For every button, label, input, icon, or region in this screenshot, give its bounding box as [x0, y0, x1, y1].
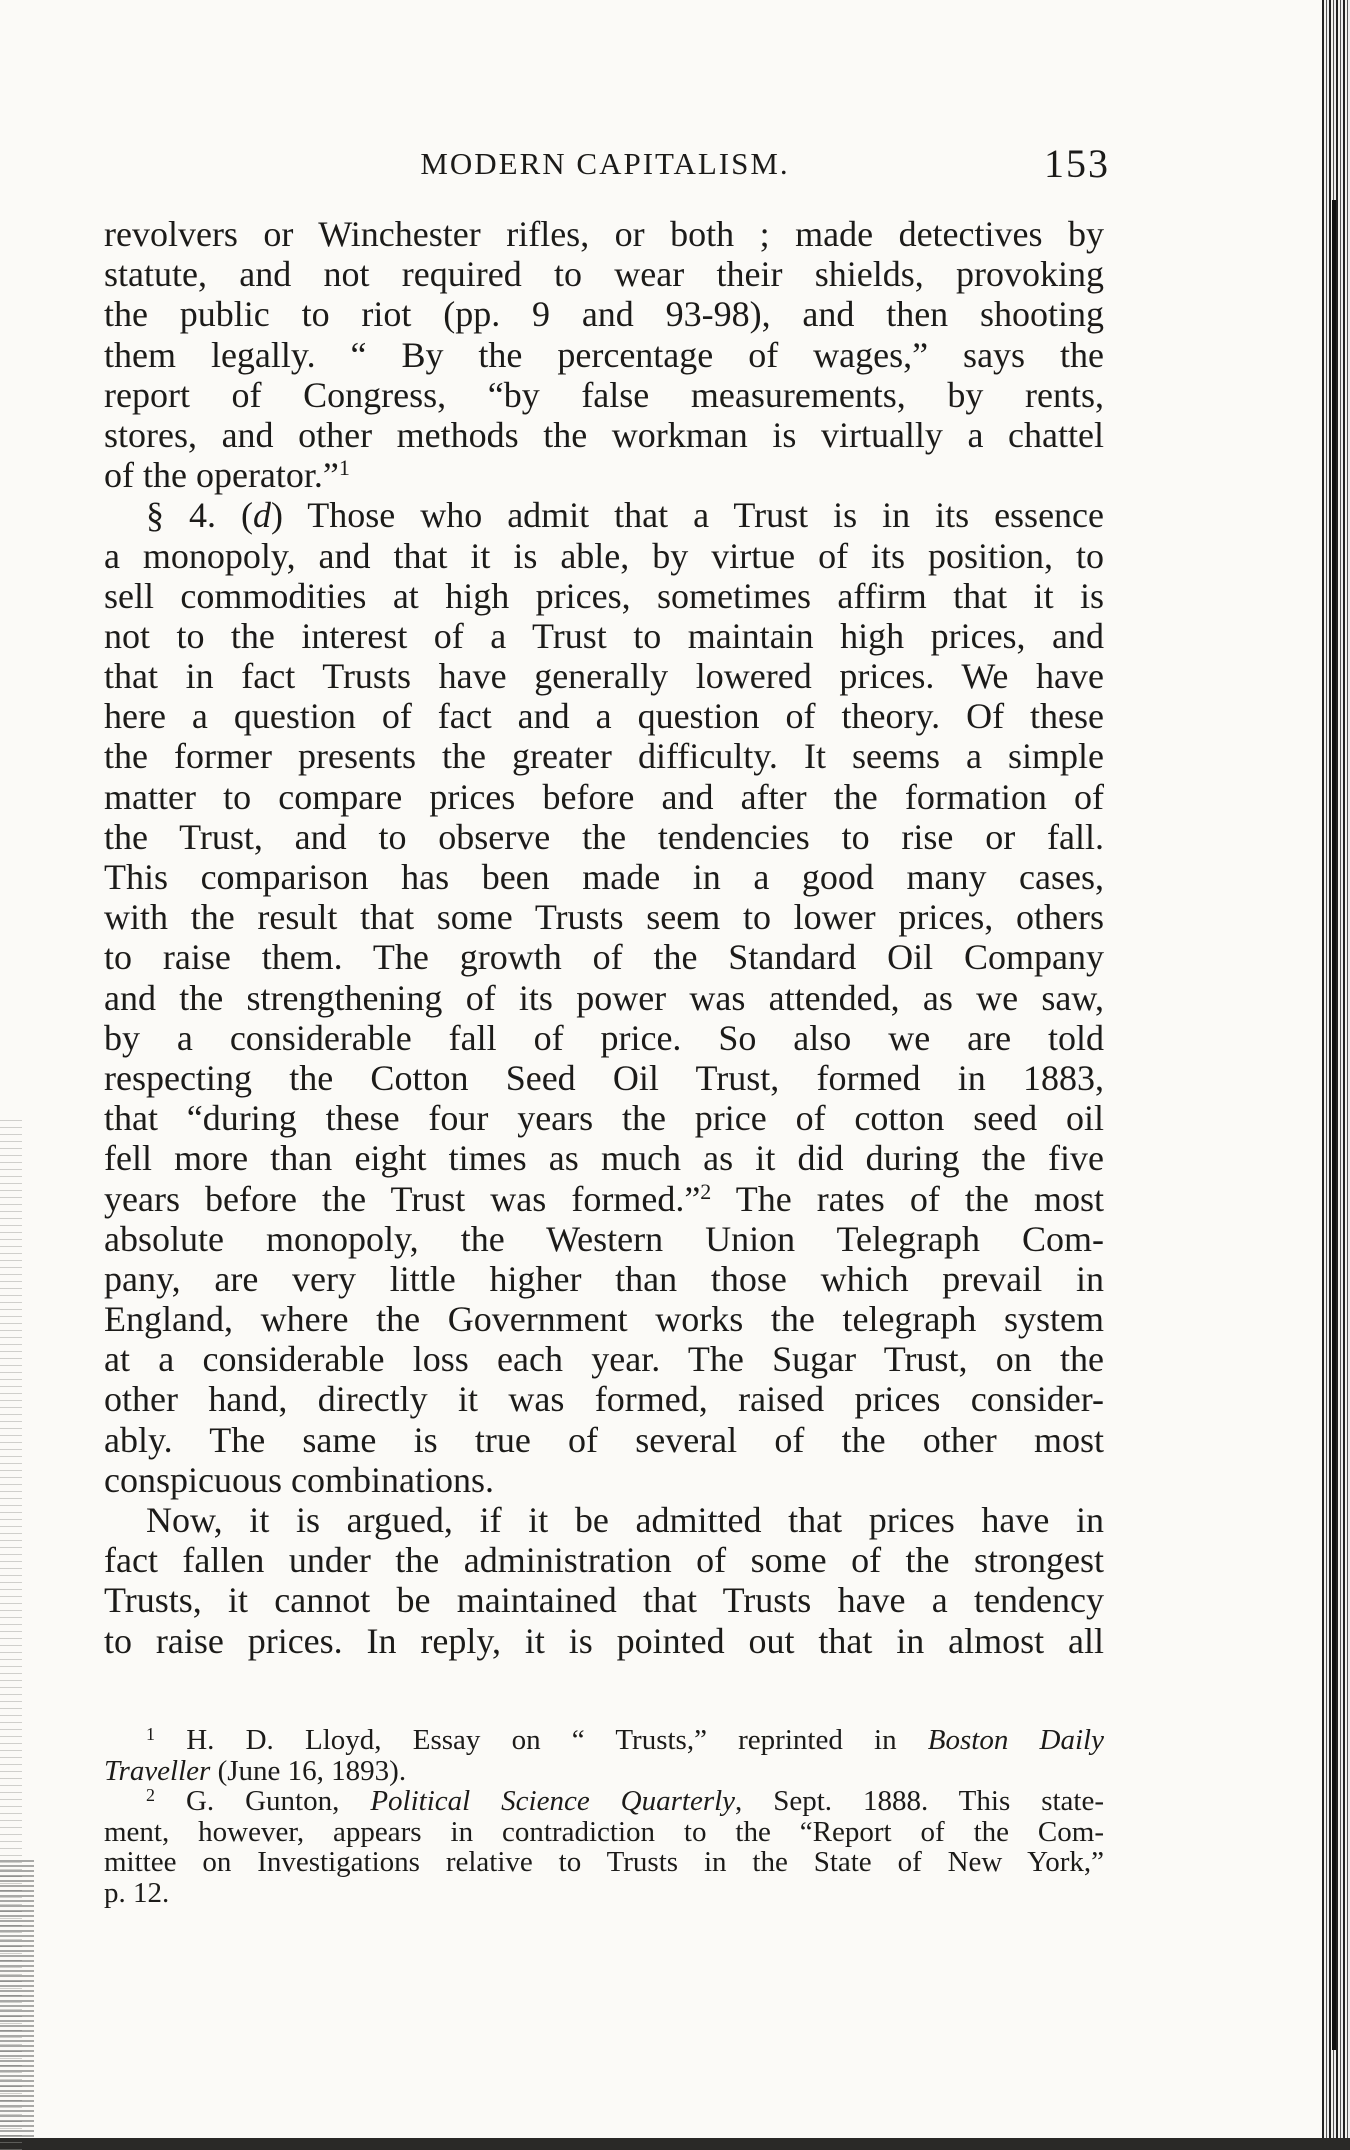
footnote-2-cont: mittee on Investigations relative to Trusts in the State of New York,”: [104, 1846, 1104, 1878]
text-line: pany, are very little higher than those which prevail in: [104, 1258, 1104, 1299]
text-line: [104, 455, 1104, 495]
footnote-title: Traveller: [104, 1754, 211, 1787]
paper-speckle-dark: [0, 1860, 34, 2140]
footnote-ref-2[interactable]: 2: [700, 1178, 712, 1204]
text-line: the former presents the greater difficulty. It seems a simple: [104, 736, 1104, 777]
footnote-text: G. Gunton,: [155, 1785, 371, 1817]
line-text: years before the Trust was formed.”: [104, 1178, 701, 1219]
text-line: conspicuous combinations.: [104, 1459, 494, 1500]
footnote-mark-2: 2: [146, 1785, 155, 1805]
text-line: fact fallen under the administration of some of the strongest: [104, 1540, 1104, 1581]
footnote-1: [104, 1725, 1104, 1756]
text-line: stores, and other methods the workman is virtually a chattel: [104, 414, 1104, 455]
footnote-2-cont: p. 12.: [104, 1876, 170, 1909]
body-text: [104, 214, 1104, 1661]
text-line: that “during these four years the price of cotton seed oil: [104, 1098, 1104, 1139]
text-line: fell more than eight times as much as it did during the five: [104, 1138, 1104, 1179]
footnote-title: Political Science Quarterly: [370, 1785, 736, 1817]
text-line: at a considerable loss each year. The Sugar Trust, on the: [104, 1339, 1104, 1380]
text-line: that in fact Trusts have generally lowered prices. We have: [104, 656, 1104, 697]
text-line: by a considerable fall of price. So also we are told: [104, 1017, 1104, 1058]
text-line: ably. The same is true of several of the other most: [104, 1419, 1104, 1460]
text-line: statute, and not required to wear their shields, provoking: [104, 254, 1104, 295]
section-heading-line: [104, 495, 1104, 535]
page-number: 153: [1044, 141, 1110, 186]
text-line: revolvers or Winchester rifles, or both ; made detectives by: [104, 214, 1104, 254]
binding-edge: [1322, 0, 1350, 2150]
footnote-ref-1[interactable]: 1: [338, 455, 350, 481]
running-title: MODERN CAPITALISM.: [420, 146, 790, 181]
footnote-2-cont: ment, however, appears in contradiction to the “Report of the Com-: [104, 1815, 1104, 1848]
text-line: and the strengthening of its power was attended, as we saw,: [104, 977, 1104, 1018]
footnote-text: (June 16, 1893).: [210, 1754, 407, 1787]
text-line: with the result that some Trusts seem to lower prices, others: [104, 897, 1104, 938]
text-line: to raise prices. In reply, it is pointed out that in almost all: [104, 1620, 1104, 1661]
section-letter: d: [252, 495, 271, 536]
text-line: not to the interest of a Trust to maintain high prices, and: [104, 615, 1104, 656]
text-line: the Trust, and to observe the tendencies to rise or fall.: [104, 816, 1104, 857]
text-line: to raise them. The growth of the Standard Oil Company: [104, 937, 1104, 978]
text-line: here a question of fact and a question of theory. Of these: [104, 696, 1104, 737]
footnote-2: [104, 1786, 1104, 1817]
line-text: of the operator.”: [104, 455, 339, 496]
line-text: The rates of the most: [711, 1178, 1104, 1219]
text-line: [104, 1179, 1104, 1219]
text-line: Trusts, it cannot be maintained that Trusts have a tendency: [104, 1580, 1104, 1621]
running-head: [100, 140, 1110, 190]
footnote-text: , Sept. 1888. This state-: [735, 1785, 1104, 1817]
text-line: absolute monopoly, the Western Union Telegraph Com-: [104, 1218, 1104, 1259]
footnote-title: Boston Daily: [927, 1724, 1104, 1756]
text-line: them legally. “ By the percentage of wages,” says the: [104, 334, 1104, 375]
text-line: the public to riot (pp. 9 and 93-98), and then shooting: [104, 294, 1104, 335]
text-line: other hand, directly it was formed, raised prices consider-: [104, 1379, 1104, 1420]
bottom-edge: [0, 2138, 1350, 2150]
text-line: Now, it is argued, if it be admitted that prices have in: [146, 1500, 1104, 1540]
text-line: respecting the Cotton Seed Oil Trust, formed in 1883,: [104, 1057, 1104, 1098]
text-line: This comparison has been made in a good many cases,: [104, 857, 1104, 897]
text-line: report of Congress, “by false measurements, by rents,: [104, 374, 1104, 415]
footnote-1-cont: [104, 1756, 1104, 1787]
binding-shadow: [1332, 200, 1336, 2050]
text-line: England, where the Government works the telegraph system: [104, 1299, 1104, 1340]
footnote-text: H. D. Lloyd, Essay on “ Trusts,” reprinted in: [155, 1724, 928, 1756]
text-line: a monopoly, and that it is able, by virtue of its position, to: [104, 535, 1104, 576]
text-line: matter to compare prices before and after the formation of: [104, 776, 1104, 817]
text-line: sell commodities at high prices, sometimes affirm that it is: [104, 575, 1104, 616]
footnote-mark-1: 1: [146, 1724, 155, 1744]
footnotes: [104, 1725, 1104, 1908]
section-prefix: § 4. (: [146, 495, 253, 536]
section-text: ) Those who admit that a Trust is in its essence: [270, 495, 1105, 536]
